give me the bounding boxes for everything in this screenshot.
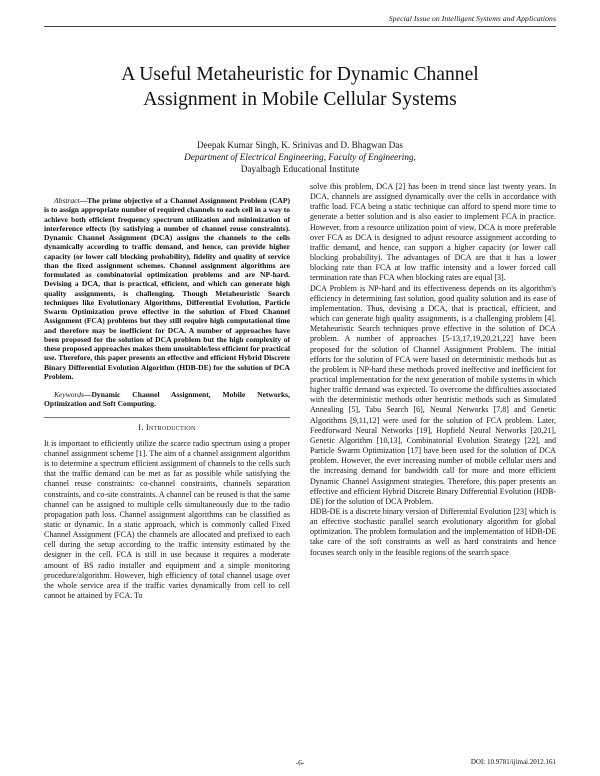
author-department: Department of Electrical Engineering, Faculty of Engineering, bbox=[184, 152, 416, 162]
section-number: I. bbox=[138, 422, 144, 432]
title-line-2: Assignment in Mobile Cellular Systems bbox=[143, 89, 457, 110]
keywords bbox=[44, 390, 290, 409]
journal-header: Special Issue on Intelligent Systems and Applications bbox=[388, 14, 556, 23]
left-column bbox=[44, 196, 290, 601]
abstract-text: —The prime objective of a Channel Assignment Problem (CAP) is to assign appropriate number of required channels to each cell in a way to achieve both efficient frequency spectrum utilization and minimization of interference effects (by satisfying a number of channel reuse constraints). Dynamic Channel Assignment (DCA) assigns the channels to the cells dynamically according to traffic demand, and hence, can provide higher capacity (or lower call blocking probability), fidelity and quality of service than the fixed assignment schemes. Channel assignment algorithms are formulated as combinatorial optimization problems and are NP-hard. Devising a DCA, that is practical, efficient, and which can generate high quality assignments, is challenging. Though Metaheuristic Search techniques like Evolutionary Algorithms, Differential Evolution, Particle Swarm Optimization prove effective in the solution of Fixed Channel Assignment (FCA) problems but they still require high computational time and therefore may be inefficient for DCA. A number of approaches have been proposed for the solution of DCA problem but the high complexity of these proposed approaches makes them unsuitable/less efficient for practical use. Therefore, this paper presents an effective and efficient Hybrid Discrete Binary Differential Evolution Algorithm (HDB-DE) for the solution of DCA Problem. bbox=[44, 196, 290, 381]
abstract bbox=[44, 196, 290, 381]
keywords-text: —Dynamic Channel Assignment, Mobile Networks, Optimization and Soft Computing. bbox=[44, 390, 290, 409]
abstract-label: Abstract bbox=[54, 196, 80, 205]
author-names: Deepak Kumar Singh, K. Srinivas and D. Bhagwan Das bbox=[197, 140, 403, 150]
section-heading-introduction bbox=[44, 423, 290, 433]
author-institution: Dayalbagh Educational Institute bbox=[240, 164, 360, 174]
page-number: -6- bbox=[295, 758, 305, 767]
body-paragraph-1: solve this problem, DCA [2] has been in trend since last twenty years. In DCA, channels are assigned dynamically over the cells in accordance with traffic load. FCA being a static technique can afford to spend more time to generate a better solution and is also easier to implement FCA in practice. However, from a resource utilization point of view, DCA is more preferable over FCA as DCA is designed to adjust resource assignment according to traffic demand, and hence, can support a higher capacity (or lower call blocking probability). The advantages of DCA are that it has a lower blocking rate than FCA at low traffic intensity and a lower forced call termination rate than FCA when blocking rates are equal [3]. bbox=[310, 182, 556, 283]
body-paragraph-2: DCA Problem is NP-hard and its effectiveness depends on its algorithm's efficiency in determining fast solution, good quality solution and its ease of implementation. Thus, devising a DCA, that is practical, efficient, and which can generate high quality assignments, is a challenging problem [4]. Metaheuristic Search techniques prove effective in the solution of DCA problem. A number of approaches [5-13,17,19,20,21,22] have been proposed for the solution of Channel Assignment Problem. The initial efforts for the solution of FCA were based on deterministic methods but as the problem is NP-hard these methods proved ineffective and inefficient for practical implementation for the next generation of mobile systems in which higher traffic demand was expected. To overcome the difficulties associated with the deterministic methods other heuristic methods such as Simulated Annealing [5], Tabu Search [6], Neural Networks [7,8] and Genetic Algorithms [9,11,12] were used for the solution of FCA problem. Later, Feedforward Neural Networks [19], Hopfield Neural Networks [20,21], Genetic Algorithm [10,13], Combinatorial Evolution Strategy [22], and Particle Swarm Optimization [17] have been used for the solution of DCA problem. However, the ever increasing number of mobile cellular users and the increasing demand for bandwidth call for more and more efficient Dynamic Channel Assignment strategies. Therefore, this paper presents an effective and efficient Hybrid Discrete Binary Differential Evolution (HDB-DE) for the solution of DCA Problem. bbox=[310, 283, 556, 506]
paper-title bbox=[44, 62, 556, 112]
keywords-label: Keywords bbox=[54, 390, 84, 399]
author-block bbox=[44, 139, 556, 175]
body-paragraph-3: HDB-DE is a discrete binary version of Differential Evolution [23] which is an effective stochastic parallel search evolutionary algorithm for global optimization. The problem formulation and the implementation of HDB-DE take care of the soft constraints as well as hard constraints and hence focuses search only in the feasible regions of the search space bbox=[310, 507, 556, 557]
doi: DOI: 10.9781/ijimai.2012.161 bbox=[470, 758, 556, 766]
header-rule bbox=[44, 26, 556, 27]
section-title: Introduction bbox=[146, 422, 196, 432]
intro-paragraph-left: It is important to efficiently utilize the scarce radio spectrum using a proper channel assignment scheme [1]. The aim of a channel assignment algorithm is to determine a spectrum efficient assignment of channels to the cells such that the traffic demand can be met as far as possible while satisfying the channel reuse constraints: co-channel constraints, channels separation constraints, and co-site constraints. A channel can be reused is that the same channel can be assigned to multiple cells simultaneously due to the radio propagation path loss. Channel assignment algorithms can be classified as static or dynamic. In a static approach, which is commonly called Fixed Channel Assignment (FCA) the channels are allocated and prefixed to each cell during the setup according to the traffic intensity estimated by the designer in the cell. FCA is still in use because it requires a moderate amount of BS radio installer and equipment and a simple monitoring procedure/algorithm. However, high efficiency of total channel usage over the whole service area if the traffic varies dynamically from cell to cell cannot be attained by FCA. To bbox=[44, 438, 290, 601]
title-line-1: A Useful Metaheuristic for Dynamic Channel bbox=[121, 64, 479, 85]
right-column bbox=[310, 182, 556, 558]
